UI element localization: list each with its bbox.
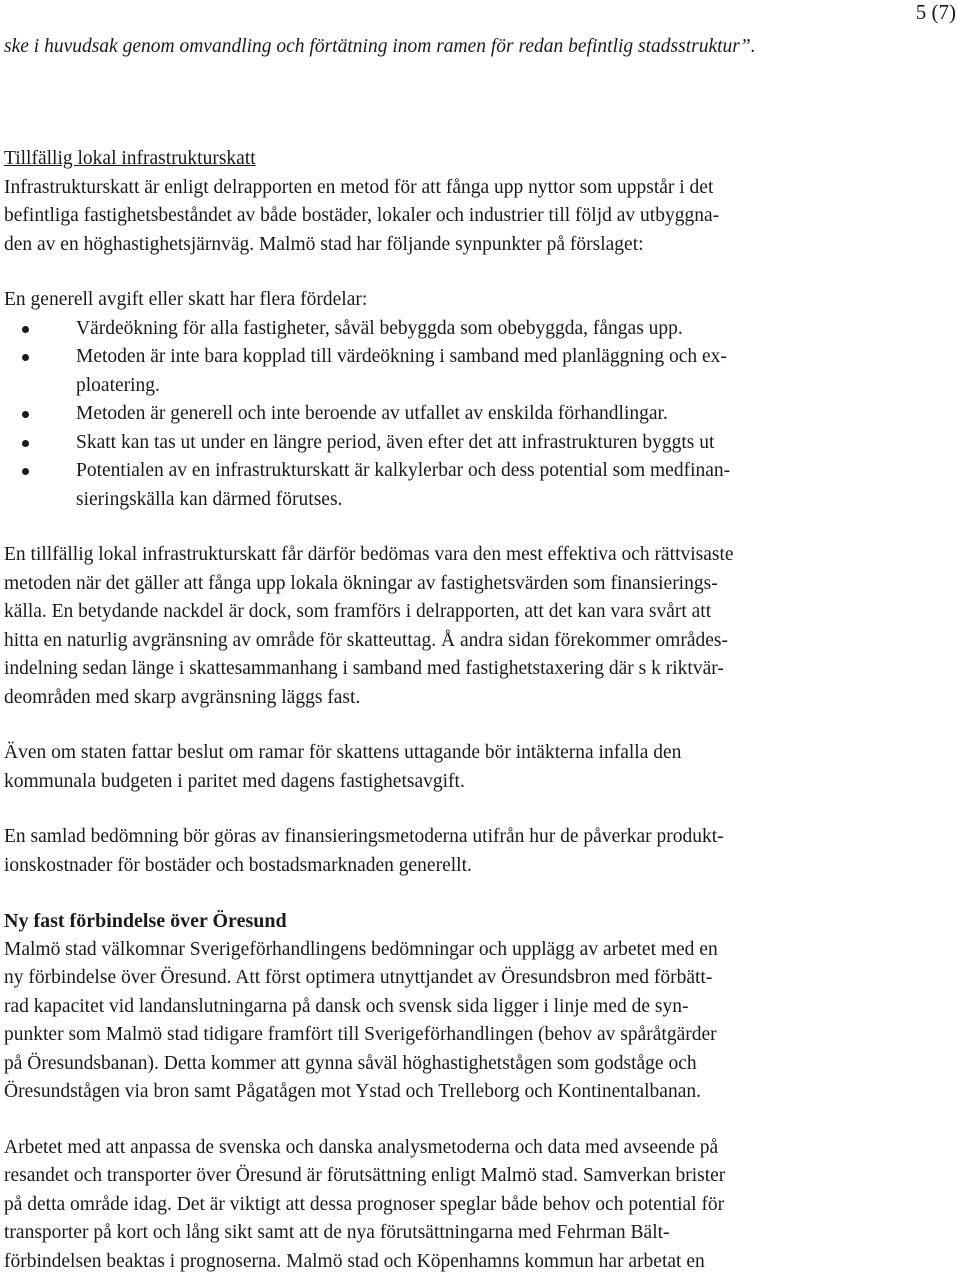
paragraph-line: den av en höghastighetsjärnväg. Malmö stad har följande synpunkter på förslaget:: [4, 233, 644, 255]
section-oresund-connection: [4, 907, 956, 1276]
list-item-text: Metoden är inte bara kopplad till värdeökning i samband med planläggning och ex-: [76, 346, 727, 367]
paragraph-line: hitta en naturlig avgränsning av område för skatteuttag. Å andra sidan förekommer områdes-: [4, 629, 728, 651]
continued-sentence: ske i huvudsak genom omvandling och förtätning inom ramen för redan befintlig stadsstruktur”.: [4, 36, 756, 57]
list-item-text: sieringskälla kan därmed förutses.: [76, 488, 343, 510]
advantages-list: [4, 315, 956, 515]
paragraph-line: indelning sedan länge i skattesammanhang i samband med fastighetstaxering där s k riktvär-: [4, 658, 724, 679]
paragraph-line: ionskostnader för bostäder och bostadsmarknaden generellt.: [4, 854, 472, 876]
paragraph-line: källa. En betydande nackdel är dock, som framförs i delrapporten, att det kan vara svårt att: [4, 601, 712, 622]
paragraph-line: resandet och transporter över Öresund är förutsättning enligt Malmö stad. Samverkan brister: [4, 1165, 726, 1186]
paragraph-line: metoden när det gäller att fånga upp lokala ökningar av fastighetsvärden som finansierings-: [4, 572, 718, 594]
document-body: [4, 145, 956, 1276]
paragraph-line: rad kapacitet vid landanslutningarna på dansk och svensk sida ligger i linje med de syn-: [4, 995, 689, 1017]
list-item: [4, 343, 956, 400]
paragraph-line: Även om staten fattar beslut om ramar för skattens uttagande bör intäkterna infalla den: [4, 742, 682, 763]
section-heading: Ny fast förbindelse över Öresund: [4, 910, 287, 932]
paragraph-line: Malmö stad välkomnar Sverigeförhandlingens bedömningar och upplägg av arbetet med en: [4, 938, 718, 960]
paragraph-line: punkter som Malmö stad tidigare framfört till Sverigeförhandlingen (behov av spåråtgärder: [4, 1024, 717, 1045]
bullet-icon: [22, 440, 29, 447]
bullet-icon: [22, 411, 29, 418]
paragraph: [4, 739, 956, 796]
list-item: [4, 400, 956, 429]
paragraph-line: transporter på kort och lång sikt samt att de nya förutsättningarna med Fehrman Bält-: [4, 1222, 670, 1243]
list-item-text: Värdeökning för alla fastigheter, såväl bebyggda som obebyggda, fångas upp.: [76, 317, 683, 339]
paragraph-line: deområden med skarp avgränsning läggs fast.: [4, 686, 361, 708]
paragraph-line: ny förbindelse över Öresund. Att först optimera utnyttjandet av Öresundsbron med förbätt-: [4, 967, 713, 988]
paragraph-line: förbindelsen beaktas i prognoserna. Malmö stad och Köpenhamns kommun har arbetat en: [4, 1250, 705, 1272]
paragraph-line: Infrastrukturskatt är enligt delrapporten en metod för att fånga upp nyttor som uppstår i det: [4, 176, 714, 198]
paragraph-line: på detta område idag. Det är viktigt att dessa prognoser speglar både behov och potential för: [4, 1193, 725, 1215]
list-item: [4, 429, 956, 458]
paragraph-line: En tillfällig lokal infrastrukturskatt får därför bedömas vara den mest effektiva och rättvisaste: [4, 544, 734, 565]
section-heading: Tillfällig lokal infrastrukturskatt: [4, 148, 256, 169]
paragraph-line: befintliga fastighetsbeståndet av både bostäder, lokaler och industrier till följd av utbyggna-: [4, 205, 720, 226]
paragraph-line: på Öresundsbanan). Detta kommer att gynna såväl höghastighetstågen som godståge och: [4, 1052, 697, 1074]
list-item-text: Potentialen av en infrastrukturskatt är kalkylerbar och dess potential som medfinan-: [76, 460, 731, 481]
list-intro: En generell avgift eller skatt har flera fördelar:: [4, 289, 368, 310]
section-infrastructure-tax: [4, 145, 956, 880]
paragraph-line: kommunala budgeten i paritet med dagens fastighetsavgift.: [4, 770, 465, 792]
list-item: [4, 457, 956, 514]
list-item-text: ploatering.: [76, 374, 160, 396]
paragraph-line: En samlad bedömning bör göras av finansieringsmetoderna utifrån hur de påverkar produkt-: [4, 826, 724, 847]
paragraph-line: Öresundstågen via bron samt Pågatågen mot Ystad och Trelleborg och Kontinentalbanan.: [4, 1081, 701, 1102]
paragraph: [4, 541, 956, 712]
list-item: [4, 315, 956, 344]
list-item-text: Skatt kan tas ut under en längre period, även efter det att infrastrukturen byggts ut: [76, 431, 715, 453]
page-number: 5 (7): [915, 0, 956, 24]
bullet-icon: [22, 354, 29, 361]
paragraph: [4, 823, 956, 880]
bullet-icon: [22, 468, 29, 475]
list-item-text: Metoden är generell och inte beroende av utfallet av enskilda förhandlingar.: [76, 403, 668, 424]
bullet-icon: [22, 326, 29, 333]
paragraph-line: Arbetet med att anpassa de svenska och danska analysmetoderna och data med avseende på: [4, 1136, 719, 1158]
